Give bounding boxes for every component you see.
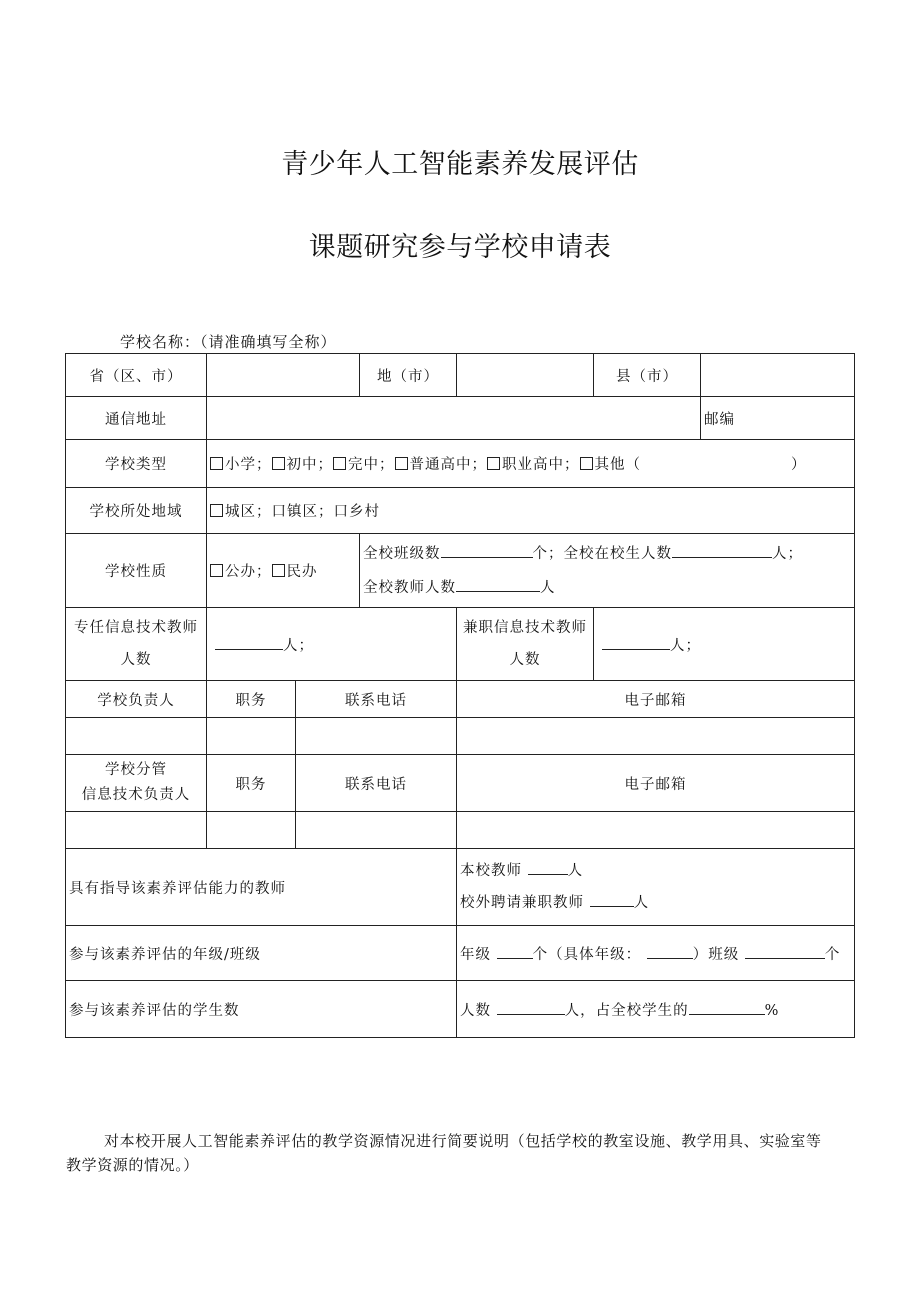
postcode-label: 邮编	[704, 411, 735, 428]
option-other: 其他（	[594, 457, 641, 473]
it-head-email-header: 电子邮箱	[457, 755, 855, 812]
checkbox-private[interactable]	[272, 564, 285, 577]
it-head-header-row	[66, 755, 855, 812]
students-count-prefix: 人数	[460, 1002, 491, 1019]
head-name-cell[interactable]	[66, 718, 207, 755]
guide-own-prefix: 本校教师	[460, 863, 522, 879]
area-row	[66, 488, 855, 534]
it-head-name-cell[interactable]	[66, 812, 207, 849]
application-form-table	[65, 353, 855, 1038]
students-label: 参与该素养评估的学生数	[66, 981, 457, 1038]
fulltime-it-label: 专任信息技术教师人数	[66, 608, 207, 681]
classes-suffix: 个；全校在校生人数	[532, 545, 672, 562]
grades-values	[457, 926, 855, 981]
it-head-label	[66, 755, 207, 812]
it-head-label-line2: 信息技术负责人	[81, 787, 191, 803]
class-count-blank[interactable]	[745, 944, 825, 959]
county-label: 县（市）	[594, 354, 701, 397]
school-stats	[360, 534, 855, 608]
checkbox-junior[interactable]	[272, 457, 285, 470]
postcode-cell[interactable]	[701, 397, 855, 440]
head-label: 学校负责人	[66, 681, 207, 718]
parttime-it-blank[interactable]	[602, 635, 670, 650]
fulltime-it-blank[interactable]	[215, 635, 283, 650]
it-head-phone-header: 联系电话	[296, 755, 457, 812]
guide-row	[66, 849, 855, 926]
guide-ext-prefix: 校外聘请兼职教师	[460, 895, 584, 911]
guide-ext-blank[interactable]	[590, 892, 634, 907]
address-input-cell[interactable]	[207, 397, 701, 440]
guide-label: 具有指导该素养评估能力的教师	[66, 849, 457, 926]
fulltime-it-cell	[207, 608, 457, 681]
address-label: 通信地址	[66, 397, 207, 440]
it-head-input-row	[66, 812, 855, 849]
checkbox-vocational[interactable]	[487, 457, 500, 470]
teachers-prefix: 全校教师人数	[363, 579, 456, 596]
province-input-cell[interactable]	[207, 354, 360, 397]
checkbox-complete[interactable]	[333, 457, 346, 470]
option-primary: 小学；	[225, 457, 272, 473]
guide-own-blank[interactable]	[528, 860, 568, 875]
guide-own-suffix: 人	[567, 863, 584, 879]
school-type-options	[207, 440, 855, 488]
area-options	[207, 488, 855, 534]
grade-mid: 个（具体年级：	[532, 946, 642, 963]
class-suffix: 个	[824, 946, 841, 963]
parttime-it-label: 兼职信息技术教师人数	[457, 608, 594, 681]
nature-label: 学校性质	[66, 534, 207, 608]
checkbox-primary[interactable]	[210, 457, 223, 470]
guide-own-line	[460, 855, 851, 887]
option-vocational: 职业高中；	[502, 457, 580, 473]
it-head-label-line1: 学校分管	[105, 762, 167, 778]
it-head-position-cell[interactable]	[207, 812, 296, 849]
head-phone-header: 联系电话	[296, 681, 457, 718]
nature-options	[207, 534, 360, 608]
teachers-suffix: 人	[540, 579, 556, 596]
head-position-header: 职务	[207, 681, 296, 718]
resources-description: 对本校开展人工智能素养评估的教学资源情况进行简要说明（包括学校的教室设施、教学用具、实验室等教学资源的情况。）	[66, 1132, 822, 1174]
grade-specific-blank[interactable]	[647, 944, 693, 959]
head-position-cell[interactable]	[207, 718, 296, 755]
grade-prefix: 年级	[460, 946, 491, 963]
it-teachers-row	[66, 608, 855, 681]
head-email-cell[interactable]	[457, 718, 855, 755]
option-town[interactable]: 口镇区；	[271, 504, 334, 520]
checkbox-senior[interactable]	[395, 457, 408, 470]
teachers-blank[interactable]	[456, 577, 540, 592]
guide-ext-line	[460, 887, 851, 919]
students-pct: %	[764, 1002, 780, 1019]
students-row	[66, 981, 855, 1038]
checkbox-other[interactable]	[580, 457, 593, 470]
option-junior: 初中；	[286, 457, 333, 473]
region-row	[66, 354, 855, 397]
option-private: 民办	[286, 564, 318, 580]
city-input-cell[interactable]	[457, 354, 594, 397]
checkbox-public[interactable]	[210, 564, 223, 577]
head-input-row	[66, 718, 855, 755]
parttime-it-cell	[594, 608, 855, 681]
parttime-it-suffix: 人；	[670, 637, 701, 654]
option-urban: 城区；	[225, 504, 272, 520]
nature-row	[66, 534, 855, 608]
head-email-header: 电子邮箱	[457, 681, 855, 718]
class-prefix: ）班级	[692, 946, 740, 963]
option-senior: 普通高中；	[409, 457, 487, 473]
city-label: 地（市）	[360, 354, 457, 397]
grades-row	[66, 926, 855, 981]
province-label: 省（区、市）	[66, 354, 207, 397]
option-rural[interactable]: 口乡村	[333, 504, 380, 520]
students-blank[interactable]	[672, 543, 772, 558]
guide-values	[457, 849, 855, 926]
area-label: 学校所处地域	[66, 488, 207, 534]
option-complete: 完中；	[348, 457, 395, 473]
students-values	[457, 981, 855, 1038]
classes-blank[interactable]	[441, 543, 533, 558]
option-public: 公办；	[225, 564, 272, 580]
it-head-email-cell[interactable]	[457, 812, 855, 849]
students-count-mid: 人，占全校学生的	[564, 1002, 689, 1019]
it-head-position-header: 职务	[207, 755, 296, 812]
fulltime-it-suffix: 人；	[283, 637, 314, 654]
form-title-line-2: 课题研究参与学校申请表	[308, 232, 612, 263]
head-phone-cell[interactable]	[296, 718, 457, 755]
checkbox-urban[interactable]	[210, 504, 223, 517]
form-title-line-1: 青少年人工智能素养发展评估	[281, 149, 639, 180]
students-suffix: 人；	[772, 545, 803, 562]
guide-ext-suffix: 人	[633, 895, 650, 911]
school-name-label: 学校名称：（请准确填写全称）	[120, 333, 337, 351]
school-type-row	[66, 440, 855, 488]
address-row	[66, 397, 855, 440]
it-head-phone-cell[interactable]	[296, 812, 457, 849]
school-type-label: 学校类型	[66, 440, 207, 488]
students-pct-blank[interactable]	[689, 1000, 765, 1015]
classes-prefix: 全校班级数	[363, 545, 441, 562]
county-input-cell[interactable]	[701, 354, 855, 397]
grades-label: 参与该素养评估的年级/班级	[66, 926, 457, 981]
option-other-close: ）	[791, 457, 807, 473]
grade-count-blank[interactable]	[497, 944, 533, 959]
students-count-blank[interactable]	[497, 1000, 565, 1015]
head-header-row	[66, 681, 855, 718]
